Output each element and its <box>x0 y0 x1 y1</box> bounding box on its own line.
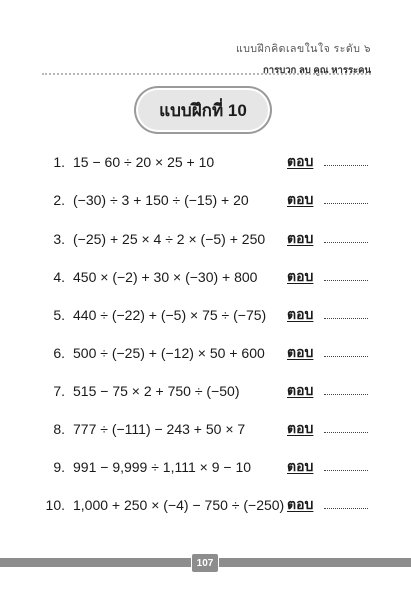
answer-label: ตอบ <box>287 153 314 169</box>
problem-row <box>0 342 411 364</box>
answer-blank[interactable] <box>324 356 368 357</box>
problem-row <box>0 418 411 440</box>
problem-expression: 1,000 + 250 × (−4) − 750 ÷ (−250) <box>73 497 285 513</box>
answer-label: ตอบ <box>287 420 314 436</box>
problem-number: 9. <box>53 459 65 475</box>
problem-expression: 991 − 9,999 ÷ 1,111 × 9 − 10 <box>73 459 252 475</box>
problem-number: 6. <box>53 345 65 361</box>
answer-label: ตอบ <box>287 191 314 207</box>
problem-number: 10. <box>45 497 65 513</box>
problem-number: 8. <box>53 421 65 437</box>
problem-number: 5. <box>53 307 65 323</box>
answer-blank[interactable] <box>324 394 368 395</box>
answer-blank[interactable] <box>324 280 368 281</box>
problem-row <box>0 304 411 326</box>
answer-blank[interactable] <box>324 508 368 509</box>
answer-label: ตอบ <box>287 268 314 284</box>
problem-row <box>0 494 411 516</box>
exercise-title-badge: แบบฝึกที่ 10 <box>138 90 268 130</box>
answer-label: ตอบ <box>287 458 314 474</box>
answer-blank[interactable] <box>324 318 368 319</box>
problem-row <box>0 456 411 478</box>
problem-expression: (−25) + 25 × 4 ÷ 2 × (−5) + 250 <box>73 231 266 247</box>
answer-label: ตอบ <box>287 306 314 322</box>
problem-number: 1. <box>53 154 65 170</box>
answer-blank[interactable] <box>324 203 368 204</box>
problem-expression: 500 ÷ (−25) + (−12) × 50 + 600 <box>73 345 265 361</box>
answer-label: ตอบ <box>287 230 314 246</box>
problem-number: 3. <box>53 231 65 247</box>
problem-expression: 450 × (−2) + 30 × (−30) + 800 <box>73 269 258 285</box>
answer-blank[interactable] <box>324 165 368 166</box>
problem-expression: 777 ÷ (−111) − 243 + 50 × 7 <box>73 421 246 437</box>
page-number: 107 <box>191 553 219 573</box>
answer-label: ตอบ <box>287 496 314 512</box>
problem-expression: 15 − 60 ÷ 20 × 25 + 10 <box>73 154 215 170</box>
problem-row <box>0 228 411 250</box>
answer-blank[interactable] <box>324 470 368 471</box>
problem-number: 7. <box>53 383 65 399</box>
problem-expression: 440 ÷ (−22) + (−5) × 75 ÷ (−75) <box>73 307 267 323</box>
answer-label: ตอบ <box>287 382 314 398</box>
problem-number: 2. <box>53 192 65 208</box>
book-subtitle: การบวก ลบ คูณ หารระคน <box>263 65 371 76</box>
dotted-divider <box>42 73 371 75</box>
problem-expression: (−30) ÷ 3 + 150 ÷ (−15) + 20 <box>73 192 249 208</box>
answer-blank[interactable] <box>324 242 368 243</box>
answer-blank[interactable] <box>324 432 368 433</box>
problem-number: 4. <box>53 269 65 285</box>
problem-row <box>0 266 411 288</box>
problem-row <box>0 380 411 402</box>
book-title: แบบฝึกคิดเลขในใจ ระดับ ๖ <box>236 43 371 55</box>
problem-expression: 515 − 75 × 2 + 750 ÷ (−50) <box>73 383 240 399</box>
problem-row <box>0 189 411 211</box>
answer-label: ตอบ <box>287 344 314 360</box>
problem-row <box>0 151 411 173</box>
